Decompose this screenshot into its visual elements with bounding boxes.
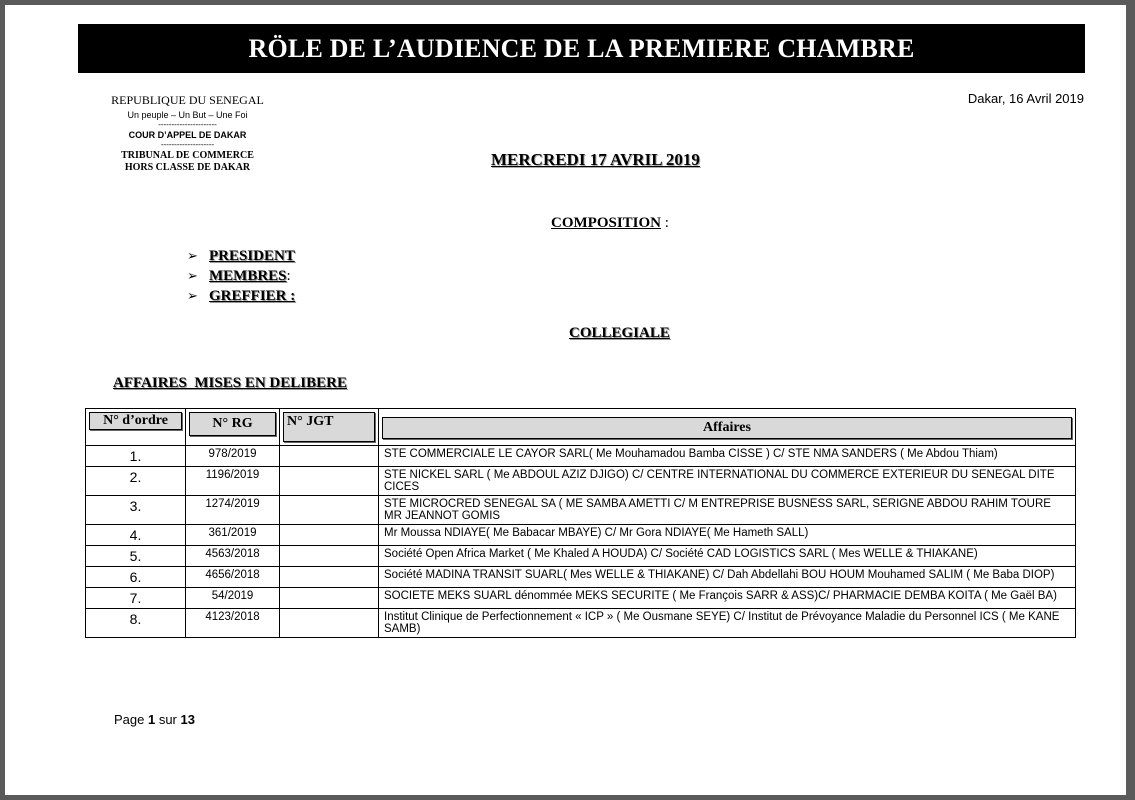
header-cases bbox=[379, 409, 1076, 446]
page-middle: sur bbox=[155, 712, 181, 727]
case-cell: SOCIETE MEKS SUARL dénommée MEKS SECURITE ( Me François SARR & ASS)C/ PHARMACIE DEMBA KOITA ( Me Gaël BA) bbox=[379, 588, 1076, 609]
header-order-label: N° d’ordre bbox=[89, 412, 182, 430]
table-row bbox=[86, 546, 1076, 567]
order-cell: 2. bbox=[86, 467, 186, 496]
header-order bbox=[86, 409, 186, 446]
role-label: PRESIDENT bbox=[209, 247, 295, 264]
order-cell: 6. bbox=[86, 567, 186, 588]
rg-cell: 1274/2019 bbox=[186, 496, 280, 525]
header-separator: ---------------------- bbox=[158, 120, 217, 129]
jgt-cell bbox=[280, 546, 379, 567]
composition-roles bbox=[187, 246, 295, 306]
order-cell: 3. bbox=[86, 496, 186, 525]
tribunal-name: TRIBUNAL DE COMMERCE bbox=[121, 150, 254, 161]
header-separator: -------------------- bbox=[160, 140, 215, 149]
composition-label: COMPOSITION bbox=[551, 215, 662, 231]
institution-header bbox=[100, 93, 275, 174]
header-rg-label: N° RG bbox=[189, 412, 276, 436]
order-cell: 5. bbox=[86, 546, 186, 567]
table-row bbox=[86, 567, 1076, 588]
order-cell: 8. bbox=[86, 609, 186, 638]
composition-suffix: : bbox=[661, 215, 669, 231]
case-cell: STE MICROCRED SENEGAL SA ( ME SAMBA AMETTI C/ M ENTREPRISE BUSNESS SARL, SERIGNE ABDOU RAHIM TOURE MR JEANNOT GOMIS bbox=[379, 496, 1076, 525]
role-label: GREFFIER : bbox=[209, 287, 296, 304]
rg-cell: 1196/2019 bbox=[186, 467, 280, 496]
table-row bbox=[86, 609, 1076, 638]
header-jgt-label: N° JGT bbox=[283, 412, 375, 442]
table-header-row bbox=[86, 409, 1076, 446]
cases-table bbox=[85, 408, 1076, 638]
arrow-bullet-icon: ➢ bbox=[187, 248, 198, 263]
arrow-bullet-icon: ➢ bbox=[187, 268, 198, 283]
jgt-cell bbox=[280, 609, 379, 638]
formation-label: COLLEGIALE bbox=[569, 325, 670, 341]
jgt-cell bbox=[280, 525, 379, 546]
hearing-date: MERCREDI 17 AVRIL 2019 bbox=[491, 150, 700, 169]
rg-cell: 4656/2018 bbox=[186, 567, 280, 588]
republic-name: REPUBLIQUE DU SENEGAL bbox=[111, 93, 264, 107]
role-item bbox=[187, 266, 295, 286]
title-banner: RÖLE DE L’AUDIENCE DE LA PREMIERE CHAMBRE bbox=[78, 24, 1085, 73]
arrow-bullet-icon: ➢ bbox=[187, 288, 198, 303]
jgt-cell bbox=[280, 567, 379, 588]
table-row bbox=[86, 446, 1076, 467]
table-row bbox=[86, 467, 1076, 496]
rg-cell: 54/2019 bbox=[186, 588, 280, 609]
jgt-cell bbox=[280, 588, 379, 609]
tribunal-subname: HORS CLASSE DE DAKAR bbox=[124, 162, 251, 173]
case-cell: STE COMMERCIALE LE CAYOR SARL( Me Mouhamadou Bamba CISSE ) C/ STE NMA SANDERS ( Me Abdou Thiam) bbox=[379, 446, 1076, 467]
table-row bbox=[86, 588, 1076, 609]
order-cell: 4. bbox=[86, 525, 186, 546]
order-cell: 1. bbox=[86, 446, 186, 467]
case-cell: STE NICKEL SARL ( Me ABDOUL AZIZ DJIGO) C/ CENTRE INTERNATIONAL DU COMMERCE EXTERIEUR DU SENEGAL DITE CICES bbox=[379, 467, 1076, 496]
section-title: AFFAIRES MISES EN DELIBERE bbox=[113, 375, 347, 391]
rg-cell: 978/2019 bbox=[186, 446, 280, 467]
page-prefix: Page bbox=[114, 712, 148, 727]
case-cell: Institut Clinique de Perfectionnement « ICP » ( Me Ousmane SEYE) C/ Institut de Prévoyance Maladie du Personnel ICS ( Me KANE SAMB) bbox=[379, 609, 1076, 638]
document-page bbox=[5, 5, 1126, 795]
jgt-cell bbox=[280, 446, 379, 467]
table-row bbox=[86, 496, 1076, 525]
jgt-cell bbox=[280, 496, 379, 525]
header-cases-label: Affaires bbox=[382, 417, 1072, 439]
case-cell: Mr Moussa NDIAYE( Me Babacar MBAYE) C/ Mr Gora NDIAYE( Me Hameth SALL) bbox=[379, 525, 1076, 546]
header-rg bbox=[186, 409, 280, 446]
order-cell: 7. bbox=[86, 588, 186, 609]
role-item bbox=[187, 286, 295, 306]
place-date: Dakar, 16 Avril 2019 bbox=[967, 91, 1084, 106]
header-jgt bbox=[280, 409, 379, 446]
rg-cell: 361/2019 bbox=[186, 525, 280, 546]
case-cell: Société MADINA TRANSIT SUARL( Mes WELLE & THIAKANE) C/ Dah Abdellahi BOU HOUM Mouhamed SALIM ( Me Baba DIOP) bbox=[379, 567, 1076, 588]
composition-heading bbox=[551, 215, 669, 232]
court-name: COUR D’APPEL DE DAKAR bbox=[128, 130, 247, 140]
rg-cell: 4563/2018 bbox=[186, 546, 280, 567]
case-cell: Société Open Africa Market ( Me Khaled A HOUDA) C/ Société CAD LOGISTICS SARL ( Mes WELLE & THIAKANE) bbox=[379, 546, 1076, 567]
role-suffix: : bbox=[286, 267, 291, 284]
current-page: 1 bbox=[147, 712, 156, 727]
rg-cell: 4123/2018 bbox=[186, 609, 280, 638]
role-item bbox=[187, 246, 295, 266]
page-counter bbox=[114, 712, 195, 727]
table-row bbox=[86, 525, 1076, 546]
jgt-cell bbox=[280, 467, 379, 496]
total-pages: 13 bbox=[180, 712, 195, 727]
national-motto: Un peuple – Un But – Une Foi bbox=[127, 110, 248, 120]
role-label: MEMBRES bbox=[209, 267, 287, 284]
